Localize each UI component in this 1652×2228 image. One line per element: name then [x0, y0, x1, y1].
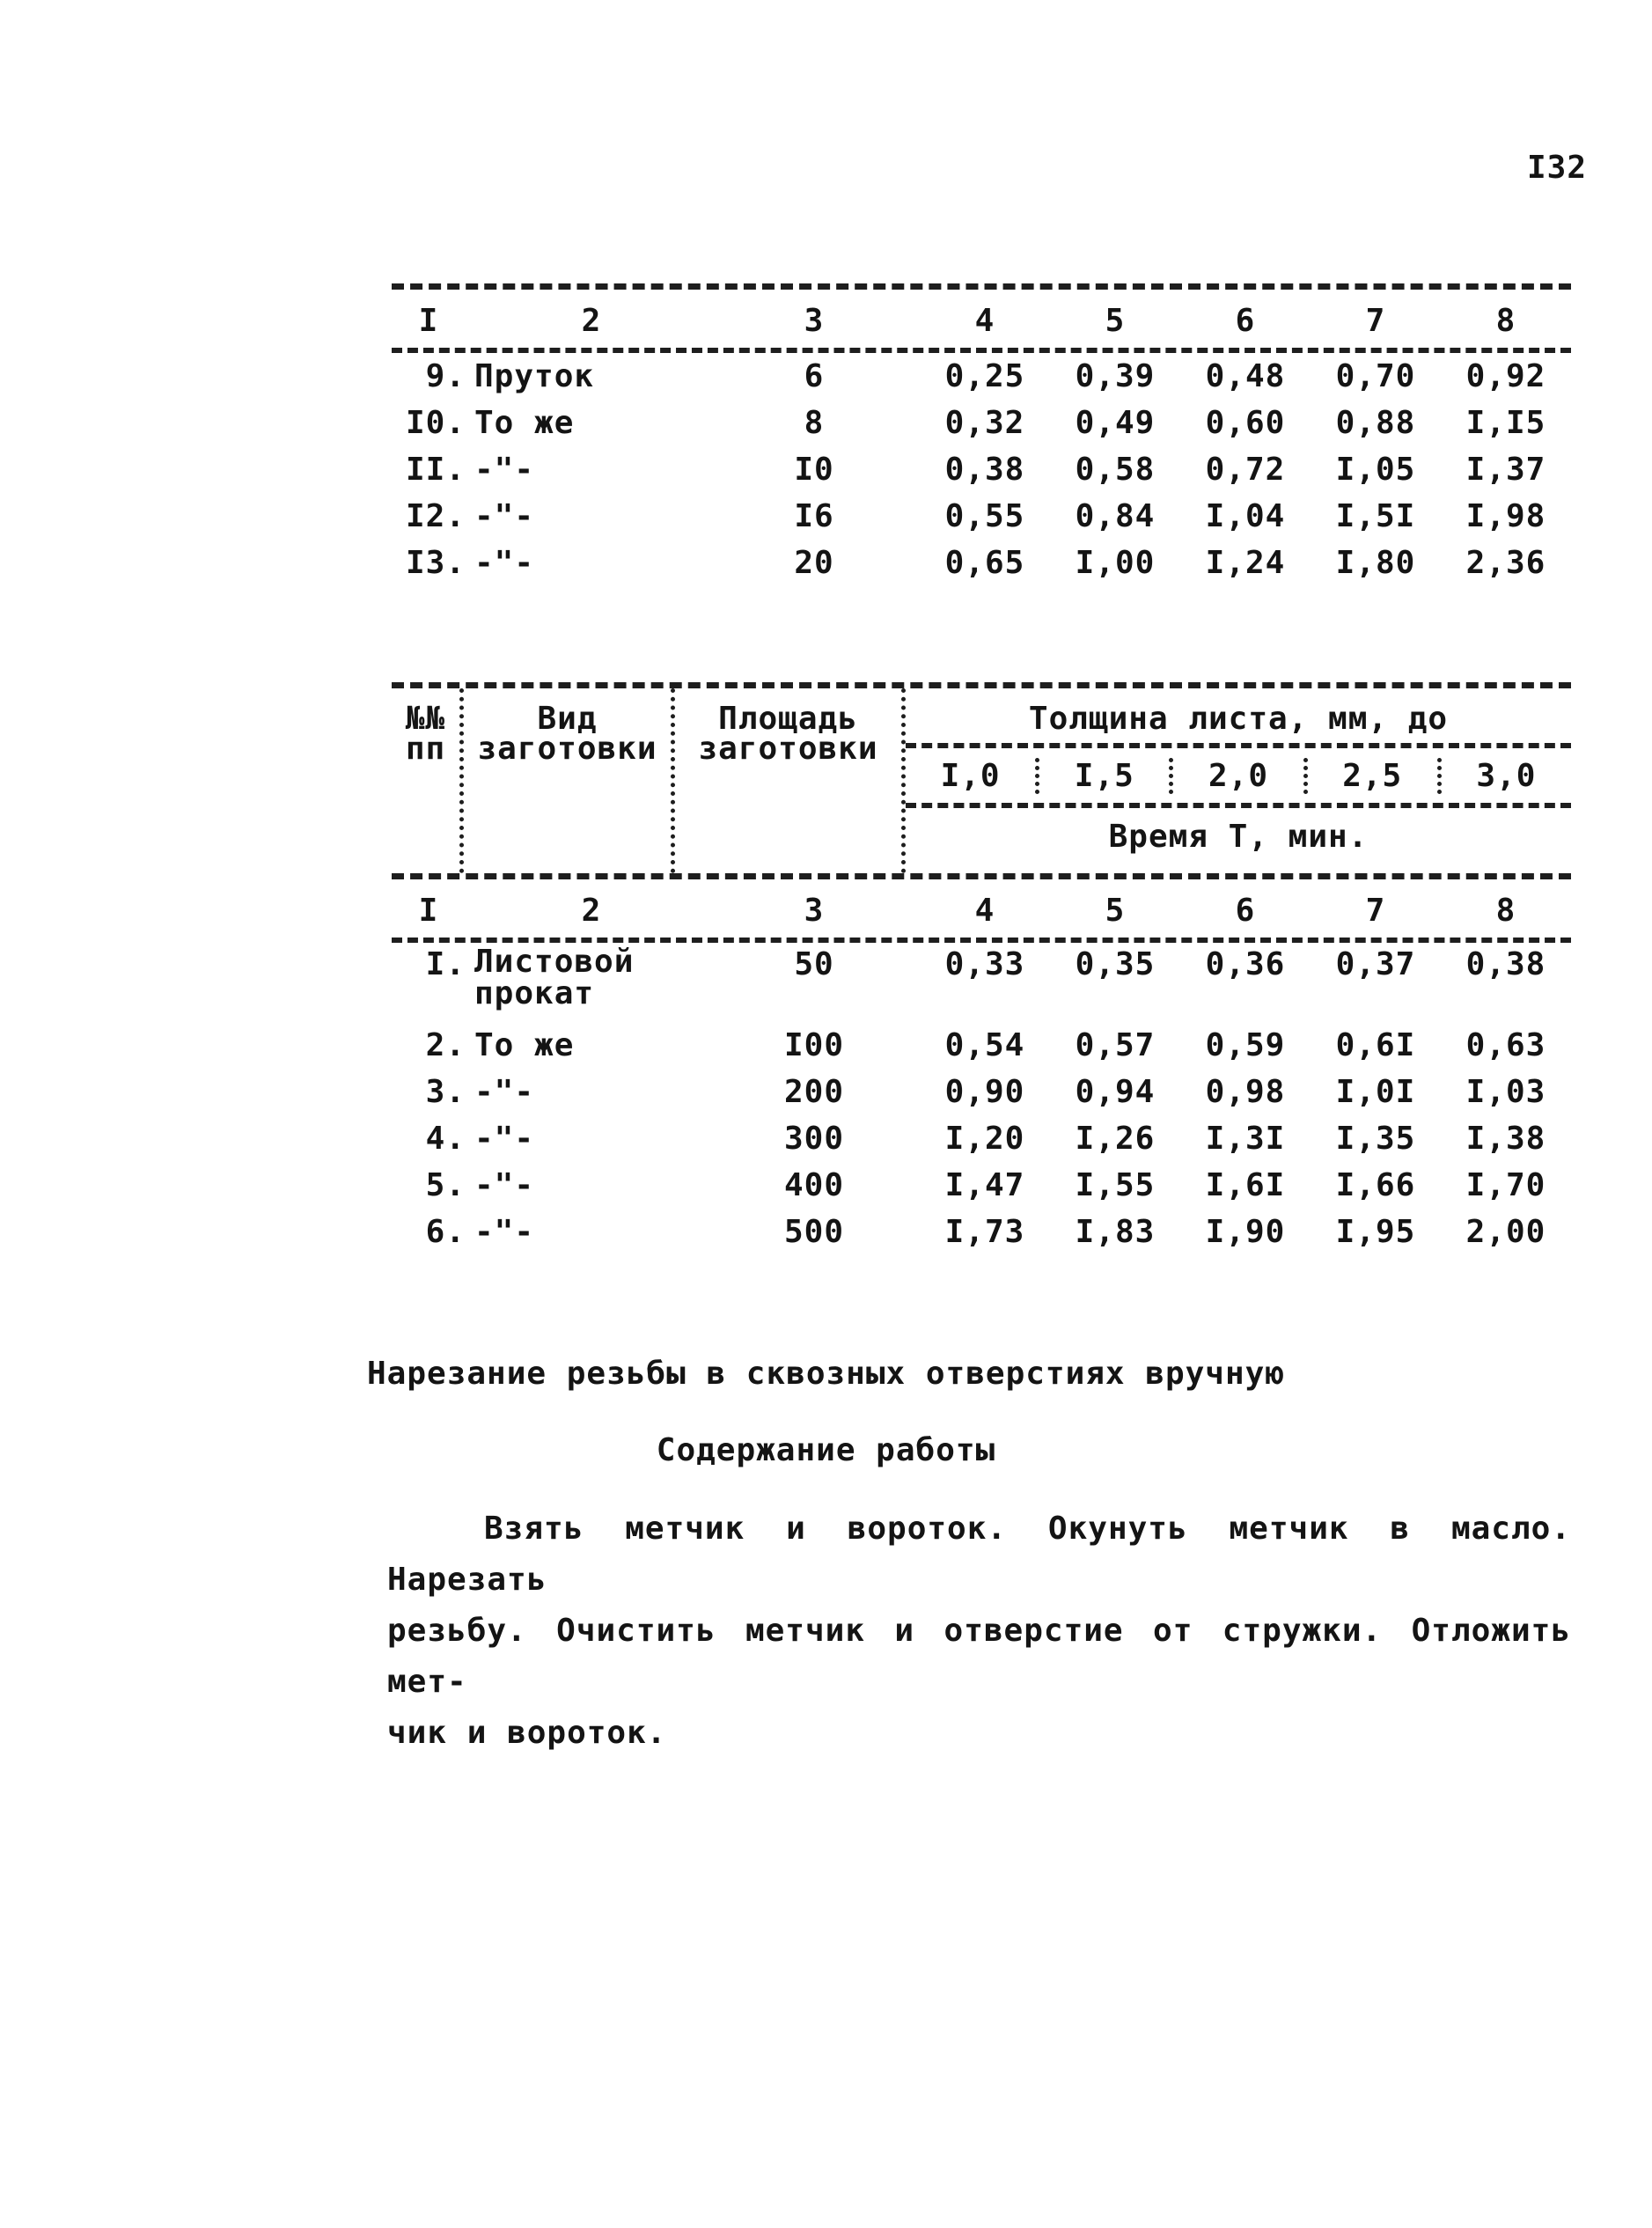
- colnum-6: 6: [1235, 302, 1256, 339]
- row-blank-type: То же: [474, 1027, 575, 1063]
- row-number: 5.: [425, 1167, 466, 1203]
- row-area: 400: [783, 1167, 845, 1203]
- row-time-value: I,05: [1335, 452, 1416, 488]
- row-size: I0: [794, 452, 834, 488]
- row-time-value: I,03: [1465, 1074, 1546, 1110]
- row-time-value: 0,60: [1205, 405, 1286, 441]
- row-time-value: I,98: [1465, 498, 1546, 534]
- header-time-label: Время Т, мин.: [1108, 819, 1369, 855]
- row-time-value: I,24: [1205, 545, 1286, 581]
- row-area: 50: [794, 946, 834, 982]
- row-time-value: 2,00: [1465, 1214, 1546, 1250]
- row-time-value: I,38: [1465, 1121, 1546, 1157]
- row-time-value: I,90: [1205, 1214, 1286, 1250]
- header-number-line2: пп: [405, 731, 446, 767]
- row-time-value: 0,38: [944, 452, 1025, 488]
- table-row: [392, 1115, 1571, 1162]
- row-time-value: 0,94: [1075, 1074, 1156, 1110]
- colnum-4: 4: [974, 302, 995, 339]
- row-size: 20: [794, 545, 834, 581]
- colnum-1: I: [418, 892, 439, 929]
- row-blank-type: Листовой прокат: [474, 944, 635, 1011]
- header-bottom-rule: [392, 873, 1571, 879]
- colnum-7: 7: [1365, 892, 1386, 929]
- row-size: 8: [804, 405, 825, 441]
- row-time-value: I,5I: [1335, 498, 1416, 534]
- row-number: I3.: [405, 545, 466, 581]
- row-time-value: 0,59: [1205, 1027, 1286, 1063]
- row-time-value: 0,37: [1335, 946, 1416, 982]
- row-blank-type: -"-: [474, 1214, 535, 1250]
- row-time-value: 0,98: [1205, 1074, 1286, 1110]
- table-row: [392, 446, 1571, 493]
- row-time-value: I,35: [1335, 1121, 1416, 1157]
- table-row: [392, 540, 1571, 586]
- row-time-value: 0,33: [944, 946, 1025, 982]
- row-area: 500: [783, 1214, 845, 1250]
- row-time-value: I,55: [1075, 1167, 1156, 1203]
- table-row: [392, 1022, 1571, 1069]
- table-row: [392, 1209, 1571, 1255]
- row-number: II.: [405, 452, 466, 488]
- row-time-value: I,66: [1335, 1167, 1416, 1203]
- header-thickness-group: [906, 688, 1571, 873]
- row-time-value: 0,72: [1205, 452, 1286, 488]
- paragraph-line-1: Взять метчик и вороток. Окунуть метчик в масло. Нарезать: [387, 1511, 1571, 1598]
- table-top-rule: [392, 283, 1571, 290]
- row-time-value: I,83: [1075, 1214, 1156, 1250]
- row-time-value: 0,58: [1075, 452, 1156, 488]
- table-row: [392, 943, 1571, 1022]
- row-time-value: 0,84: [1075, 498, 1156, 534]
- row-time-value: I,04: [1205, 498, 1286, 534]
- colnum-6: 6: [1235, 892, 1256, 929]
- row-blank-type: -"-: [474, 498, 535, 534]
- row-number: 9.: [425, 358, 466, 394]
- row-time-value: 0,49: [1075, 405, 1156, 441]
- row-size: 6: [804, 358, 825, 394]
- thickness-2: I,5: [1039, 758, 1173, 794]
- row-number: 6.: [425, 1214, 466, 1250]
- row-blank-type: -"-: [474, 1074, 535, 1110]
- row-area: 300: [783, 1121, 845, 1157]
- colnum-3: 3: [804, 302, 825, 339]
- row-time-value: I,80: [1335, 545, 1416, 581]
- row-time-value: 2,36: [1465, 545, 1546, 581]
- header-number-line1: №№: [405, 701, 446, 737]
- row-time-value: 0,38: [1465, 946, 1546, 982]
- row-time-value: I,37: [1465, 452, 1546, 488]
- thickness-4: 2,5: [1308, 758, 1442, 794]
- row-time-value: 0,35: [1075, 946, 1156, 982]
- table-body: [392, 353, 1571, 586]
- row-time-value: 0,39: [1075, 358, 1156, 394]
- colnum-5: 5: [1105, 302, 1126, 339]
- table-row: [392, 1069, 1571, 1115]
- row-time-value: I,I5: [1465, 405, 1546, 441]
- row-time-value: I,26: [1075, 1121, 1156, 1157]
- table-continuation: [392, 283, 1571, 586]
- row-time-value: I,70: [1465, 1167, 1546, 1203]
- row-time-value: I,20: [944, 1121, 1025, 1157]
- header-thickness-title: Толщина листа, мм, до: [906, 688, 1571, 748]
- row-time-value: I,47: [944, 1167, 1025, 1203]
- row-blank-type: -"-: [474, 1121, 535, 1157]
- row-time-value: I,73: [944, 1214, 1025, 1250]
- row-time-value: I,95: [1335, 1214, 1416, 1250]
- row-number: 4.: [425, 1121, 466, 1157]
- row-time-value: 0,36: [1205, 946, 1286, 982]
- row-time-value: I,0I: [1335, 1074, 1416, 1110]
- row-time-value: 0,65: [944, 545, 1025, 581]
- row-time-value: I,3I: [1205, 1121, 1286, 1157]
- page-number: I32: [1527, 150, 1588, 186]
- row-number: 2.: [425, 1027, 466, 1063]
- column-numbers-row: [392, 293, 1571, 353]
- thickness-1: I,0: [906, 758, 1039, 794]
- row-size: I6: [794, 498, 834, 534]
- row-blank-type: -"-: [474, 1167, 535, 1203]
- row-time-value: 0,70: [1335, 358, 1416, 394]
- work-description: [387, 1504, 1571, 1759]
- column-numbers-row: [392, 883, 1571, 943]
- table-row: [392, 353, 1571, 400]
- table-row: [392, 400, 1571, 446]
- row-number: I0.: [405, 405, 466, 441]
- row-time-value: 0,6I: [1335, 1027, 1416, 1063]
- table-row: [392, 1162, 1571, 1209]
- row-blank-type: -"-: [474, 545, 535, 581]
- colnum-1: I: [418, 302, 439, 339]
- header-area-line1: Площадь: [718, 701, 858, 737]
- row-time-value: I,00: [1075, 545, 1156, 581]
- paragraph-line-2: резьбу. Очистить метчик и отверстие от стружки. Отложить мет-: [387, 1613, 1571, 1700]
- header-blank-area: [675, 688, 906, 873]
- row-number: 3.: [425, 1074, 466, 1110]
- table-row: [392, 493, 1571, 540]
- header-type-line2: заготовки: [477, 731, 657, 767]
- colnum-8: 8: [1495, 302, 1516, 339]
- colnum-2: 2: [581, 892, 602, 929]
- colnum-2: 2: [581, 302, 602, 339]
- section-title: Нарезание резьбы в сквозных отверстиях вручную: [367, 1356, 1285, 1392]
- table-header: [392, 688, 1571, 873]
- colnum-3: 3: [804, 892, 825, 929]
- colnum-8: 8: [1495, 892, 1516, 929]
- header-area-line2: заготовки: [698, 731, 878, 767]
- colnum-5: 5: [1105, 892, 1126, 929]
- row-time-value: 0,63: [1465, 1027, 1546, 1063]
- row-area: 200: [783, 1074, 845, 1110]
- row-time-value: 0,55: [944, 498, 1025, 534]
- thickness-3: 2,0: [1173, 758, 1307, 794]
- row-blank-type: Пруток: [474, 358, 595, 394]
- paragraph-line-3: чик и вороток.: [387, 1715, 667, 1751]
- header-type-line1: Вид: [537, 701, 598, 737]
- row-blank-type: -"-: [474, 452, 535, 488]
- table-top-rule: [392, 682, 1571, 688]
- row-number: I2.: [405, 498, 466, 534]
- colnum-7: 7: [1365, 302, 1386, 339]
- row-time-value: 0,92: [1465, 358, 1546, 394]
- row-blank-type: То же: [474, 405, 575, 441]
- colnum-4: 4: [974, 892, 995, 929]
- sheet-table: [392, 682, 1571, 1255]
- header-number: [392, 688, 464, 873]
- row-time-value: 0,54: [944, 1027, 1025, 1063]
- header-blank-type: [464, 688, 675, 873]
- row-time-value: 0,90: [944, 1074, 1025, 1110]
- row-number: I.: [425, 946, 466, 982]
- table-body: [392, 943, 1571, 1255]
- row-area: I00: [783, 1027, 845, 1063]
- row-time-value: 0,32: [944, 405, 1025, 441]
- row-time-value: 0,48: [1205, 358, 1286, 394]
- header-thickness-values: [906, 748, 1571, 808]
- row-time-value: 0,25: [944, 358, 1025, 394]
- section-subtitle: Содержание работы: [656, 1432, 996, 1468]
- row-time-value: 0,88: [1335, 405, 1416, 441]
- row-time-value: I,6I: [1205, 1167, 1286, 1203]
- thickness-5: 3,0: [1476, 757, 1537, 794]
- row-time-value: 0,57: [1075, 1027, 1156, 1063]
